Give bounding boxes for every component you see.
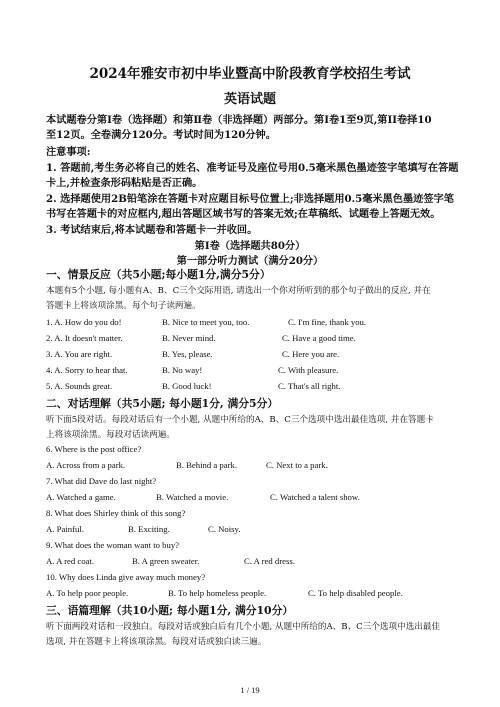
option-6b: B. Behind a park. (176, 460, 238, 470)
question-9: 9. What does the woman want to buy? (46, 540, 180, 550)
exam-title: 2024年雅安市初中毕业暨高中阶段教育学校招生考试 (89, 66, 411, 82)
option-3a: 3. A. You are right. (46, 349, 113, 359)
option-7c: C. Watched a talent show. (270, 492, 360, 502)
option-1b: B. Nice to meet you, too. (162, 317, 250, 327)
option-6a: A. Across from a park. (46, 460, 126, 470)
option-10a: A. To help poor people. (46, 588, 129, 598)
section-instr-2a: 听下面5段对话。每段对话后有一个小题, 从题中所给的A、B、C三个选项中选出最佳选项, 并在答题卡 (46, 415, 434, 425)
option-7b: B. Watched a movie. (156, 492, 229, 502)
option-9b: B. A green sweater. (132, 556, 200, 566)
section-heading-1: 一、情景反应（共5小题;每小题1分,满分5分） (46, 268, 271, 281)
option-6c: C. Next to a park. (266, 460, 328, 470)
page-number: 1 / 19 (240, 685, 260, 695)
notice-line-3: 2. 选择题使用2B铅笔涂在答题卡对应题目标号位置上;非选择题用0.5毫米黑色墨迹签字笔 (46, 193, 454, 205)
option-9a: A. A red coat. (46, 556, 95, 566)
option-9c: C. A red dress. (244, 556, 295, 566)
section-instr-3a: 听下面两段对话和一段独白。每段对话或独白后有几个小题, 从题中所给的A、B、C三个选项中选出最佳 (46, 622, 441, 632)
question-10: 10. Why does Linda give away much money? (46, 572, 206, 582)
notice-line-2: 卡上,并检查条形码粘贴是否正确。 (46, 177, 203, 189)
option-2c: C. Have a good time. (282, 333, 356, 343)
question-8: 8. What does Shirley think of this song? (46, 508, 186, 518)
option-2a: 2. A. It doesn't matter. (46, 333, 123, 343)
option-10b: B. To help homeless people. (168, 588, 267, 598)
intro-line-2: 至12页。全卷满分120分。考试时间为120分钟。 (46, 129, 276, 141)
option-3b: B. Yes, please. (162, 349, 213, 359)
option-8c: C. Noisy. (208, 524, 241, 534)
option-4b: B. No way! (162, 365, 203, 375)
section-heading-3: 三、语篇理解（共10小题; 每小题1分, 满分10分） (46, 604, 294, 617)
option-8b: B. Exciting. (128, 524, 170, 534)
question-6: 6. Where is the post office? (46, 444, 142, 454)
option-5a: 5. A. Sounds great. (46, 381, 113, 391)
question-7: 7. What did Dave do last night? (46, 476, 157, 486)
section-instr-1a: 本题有5个小题, 每小题有A、B、C三个交际用语, 请选出一个你对所听到的那个句子做出的反应, 并在 (46, 286, 431, 296)
option-10c: C. To help disabled people. (308, 588, 403, 598)
intro-line-1: 本试题卷分第Ⅰ卷（选择题）和第Ⅱ卷（非选择题）两部分。第Ⅰ卷1至9页,第II卷择10 (46, 114, 432, 126)
section-heading-2: 二、对话理解（共5小题; 每小题1分, 满分5分） (46, 397, 279, 410)
option-4a: 4. A. Sorry to hear that. (46, 365, 128, 375)
option-8a: A. Painful. (46, 524, 84, 534)
section-instr-2b: 上将该项涂黑。每段对话读两遍。 (46, 430, 175, 440)
notice-line-4: 书写在答题卡的对应框内,超出答题区域书写的答案无效;在草稿纸、试题卷上答题无效。 (46, 208, 441, 220)
section-instr-1b: 答题卡上将该项涂黑。每个句子读两遍。 (46, 301, 201, 311)
part1-subtitle: 第一部分听力测试（满分20分） (176, 255, 324, 267)
exam-subtitle: 英语试题 (223, 92, 276, 107)
option-5c: C. That's all right. (278, 381, 341, 391)
notice-line-5: 3. 考试结束后,将本试题卷和答题卡一并收回。 (46, 224, 258, 236)
option-3c: C. Here you are. (282, 349, 340, 359)
option-7a: A. Watched a game. (46, 492, 116, 502)
section-instr-3b: 选项, 并在答题卡上将该项涂黑。每段对话或独白读三遍。 (46, 637, 267, 647)
notice-heading: 注意事项: (46, 146, 91, 158)
option-2b: B. Never mind. (162, 333, 216, 343)
option-5b: B. Good luck! (162, 381, 212, 391)
part1-title: 第Ⅰ卷（选择题共80分） (194, 240, 306, 252)
option-1a: 1. A. How do you do! (46, 317, 122, 327)
notice-line-1: 1. 答题前,考生务必将自己的姓名、准考证号及座位号用0.5毫米黑色墨迹签字笔填写在答题 (46, 162, 458, 174)
option-1c: C. I'm fine, thank you. (288, 317, 367, 327)
option-4c: C. With pleasure. (278, 365, 339, 375)
